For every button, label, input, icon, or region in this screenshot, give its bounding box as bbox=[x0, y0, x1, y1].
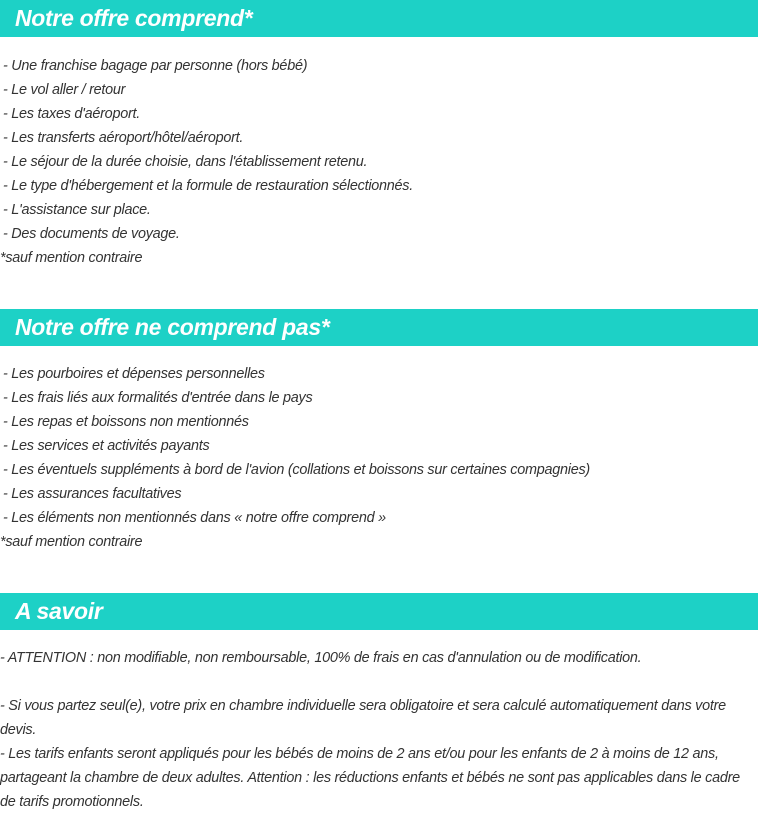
list-item: - Le séjour de la durée choisie, dans l'établissement retenu. bbox=[3, 154, 368, 170]
list-item: - Les éventuels suppléments à bord de l'avion (collations et boissons sur certaines compagnies) bbox=[3, 462, 590, 478]
offer-excludes-section bbox=[0, 309, 758, 554]
offer-includes-section bbox=[0, 0, 758, 270]
footnote: *sauf mention contraire bbox=[0, 534, 143, 550]
footnote: *sauf mention contraire bbox=[0, 250, 143, 266]
single-room-notice: - Si vous partez seul(e), votre prix en chambre individuelle sera obligatoire et sera calculé automatiquement dans votre devis. bbox=[0, 698, 726, 738]
list-item: - Les frais liés aux formalités d'entrée dans le pays bbox=[3, 390, 313, 406]
list-item: - Une franchise bagage par personne (hors bébé) bbox=[3, 58, 308, 74]
offer-includes-list bbox=[0, 37, 758, 270]
good-to-know-title: A savoir bbox=[0, 593, 758, 630]
list-item: - Les pourboires et dépenses personnelles bbox=[3, 366, 265, 382]
good-to-know-section bbox=[0, 593, 758, 814]
offer-excludes-title: Notre offre ne comprend pas* bbox=[0, 309, 758, 346]
list-item: - Les taxes d'aéroport. bbox=[3, 106, 140, 122]
list-item: - Les services et activités payants bbox=[3, 438, 210, 454]
list-item: - Des documents de voyage. bbox=[3, 226, 180, 242]
list-item: - Les éléments non mentionnés dans « notre offre comprend » bbox=[3, 510, 386, 526]
list-item: - Les transferts aéroport/hôtel/aéroport. bbox=[3, 130, 244, 146]
list-item: - Le type d'hébergement et la formule de restauration sélectionnés. bbox=[3, 178, 413, 194]
good-to-know-body bbox=[0, 630, 758, 814]
list-item: - Le vol aller / retour bbox=[3, 82, 126, 98]
list-item: - L'assistance sur place. bbox=[3, 202, 151, 218]
list-item: - Les repas et boissons non mentionnés bbox=[3, 414, 249, 430]
spacer bbox=[0, 670, 758, 694]
list-item: - Les assurances facultatives bbox=[3, 486, 182, 502]
child-rates-notice: - Les tarifs enfants seront appliqués pour les bébés de moins de 2 ans et/ou pour les enfants de 2 à moins de 12 ans, partageant la chambre de deux adultes. Attention : les réductions enfants et bébés ne sont pas applicables dans le cadre de tarifs promotionnels. bbox=[0, 746, 740, 810]
offer-excludes-list bbox=[0, 346, 758, 554]
offer-includes-title: Notre offre comprend* bbox=[0, 0, 758, 37]
cancellation-warning: - ATTENTION : non modifiable, non remboursable, 100% de frais en cas d'annulation ou de modification. bbox=[0, 650, 642, 666]
